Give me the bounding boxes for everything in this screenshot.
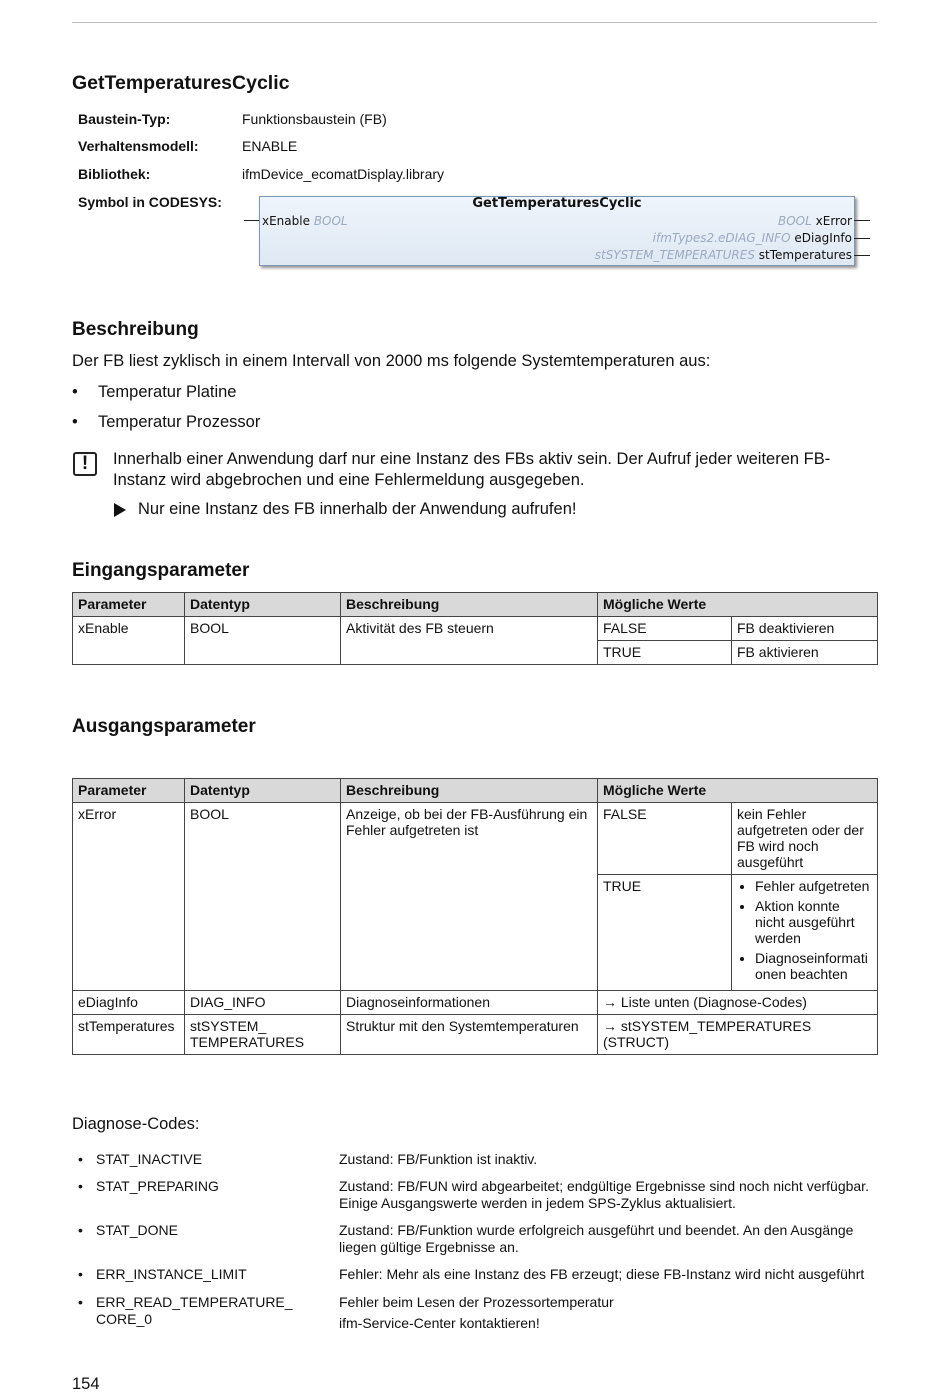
warning-text: Innerhalb einer Anwendung darf nur eine Instanz des FBs aktiv sein. Der Aufruf jeder weiteren FB-Instanz wird abgebrochen und eine Fehlermeldung ausgegeben. <box>113 450 831 489</box>
cell-type <box>185 1015 341 1055</box>
diag-text: Zustand: FB/Funktion ist inaktiv. <box>339 1151 538 1167</box>
list-item: • Aktion konnte nicht ausgeführt werden <box>755 898 872 946</box>
cell-desc: Diagnoseinformationen <box>341 991 598 1015</box>
bullet-dot: • <box>72 413 78 431</box>
table-header: Parameter <box>73 779 185 803</box>
description-intro: Der FB liest zyklisch in einem Intervall von 2000 ms folgende Systemtemperaturen aus: <box>72 352 711 370</box>
meta-value-model: ENABLE <box>242 138 298 154</box>
description-bullet: Temperatur Platine <box>98 383 237 401</box>
table-row <box>73 1015 878 1055</box>
codesys-symbol <box>259 196 855 266</box>
section-heading-inputs: Eingangsparameter <box>72 560 250 581</box>
symbol-output-name: xError <box>815 214 852 228</box>
table-row <box>73 803 878 875</box>
diag-code <box>96 1294 293 1327</box>
output-pin-line <box>854 220 870 221</box>
table-header: Datentyp <box>185 779 341 803</box>
cell-type: BOOL <box>185 803 341 991</box>
cell-value-line: → stSYSTEM_TEMPERATURES <box>603 1018 812 1034</box>
meta-key-model: Verhaltensmodell: <box>78 138 199 154</box>
cell-value-line: (STRUCT) <box>603 1034 670 1050</box>
cell-value-desc: FB aktivieren <box>732 641 878 665</box>
cell-param: stTemperatures <box>73 1015 185 1055</box>
table-row <box>73 617 878 641</box>
diag-heading: Diagnose-Codes: <box>72 1115 200 1133</box>
section-heading-outputs: Ausgangsparameter <box>72 716 256 737</box>
meta-value-type: Funktionsbaustein (FB) <box>242 111 387 127</box>
symbol-output-type: ifmTypes2.eDIAG_INFO <box>652 231 791 245</box>
table-row <box>73 991 878 1015</box>
table-header-row <box>73 779 878 803</box>
diag-code: STAT_DONE <box>96 1222 178 1238</box>
warning-icon: ! <box>73 452 97 476</box>
bullet-dot: • <box>78 1151 83 1167</box>
symbol-output-name: stTemperatures <box>758 248 852 262</box>
diag-text: Fehler beim Lesen der Prozessortemperatur <box>339 1294 614 1310</box>
cell-type: DIAG_INFO <box>185 991 341 1015</box>
symbol-output-sttemperatures <box>595 248 852 262</box>
section-heading-description: Beschreibung <box>72 319 199 340</box>
symbol-output-type: BOOL <box>778 214 812 228</box>
cell-desc: Struktur mit den Systemtemperaturen <box>341 1015 598 1055</box>
description-bullet: Temperatur Prozessor <box>98 413 261 431</box>
diag-code: ERR_INSTANCE_LIMIT <box>96 1266 247 1282</box>
bullet-dot: • <box>72 383 78 401</box>
table-header: Mögliche Werte <box>598 779 878 803</box>
symbol-output-type: stSYSTEM_TEMPERATURES <box>594 248 755 262</box>
cell-value: TRUE <box>598 875 732 991</box>
diag-text: Fehler: Mehr als eine Instanz des FB erzeugt; diese FB-Instanz wird nicht ausgeführt <box>339 1266 865 1282</box>
cell-type-line: TEMPERATURES <box>190 1034 305 1050</box>
bullet-dot: • <box>78 1294 83 1310</box>
page-number: 154 <box>72 1375 100 1393</box>
bullet-dot: • <box>78 1222 83 1238</box>
cell-desc: Anzeige, ob bei der FB-Ausführung ein Fehler aufgetreten ist <box>341 803 598 991</box>
page-title: GetTemperaturesCyclic <box>72 72 290 94</box>
action-text: Nur eine Instanz des FB innerhalb der Anwendung aufrufen! <box>138 500 577 518</box>
diag-text: Zustand: FB/FUN wird abgearbeitet; endgültige Ergebnisse sind noch nicht verfügbar. Einige Ausgangswerte werden in jedem SPS-Zyklus aktualisiert. <box>339 1178 869 1211</box>
cell-value-desc: FB deaktivieren <box>732 617 878 641</box>
diag-text: Zustand: FB/Funktion wurde erfolgreich ausgeführt und beendet. An den Ausgänge liegen gültige Ergebnisse an. <box>339 1222 854 1255</box>
meta-key-symbol: Symbol in CODESYS: <box>78 194 222 210</box>
diag-code: STAT_INACTIVE <box>96 1151 203 1167</box>
output-parameter-table <box>72 778 878 1055</box>
input-parameter-table <box>72 592 878 665</box>
diag-code-line: CORE_0 <box>96 1310 153 1327</box>
cell-value-desc <box>732 875 878 991</box>
symbol-output-name: eDiagInfo <box>794 231 852 245</box>
meta-key-library: Bibliothek: <box>78 166 151 182</box>
symbol-input-name: xEnable <box>262 214 310 228</box>
symbol-output-ediaginfo <box>653 231 852 245</box>
cell-value: TRUE <box>598 641 732 665</box>
header-rule <box>72 22 877 23</box>
table-header: Datentyp <box>185 593 341 617</box>
symbol-title: GetTemperaturesCyclic <box>472 196 642 211</box>
meta-key-type: Baustein-Typ: <box>78 111 171 127</box>
symbol-output-xerror <box>778 214 852 228</box>
input-pin-line <box>244 220 260 221</box>
cell-value <box>598 1015 878 1055</box>
list-item: • Diagnoseinformati onen beachten <box>755 950 872 982</box>
cell-param: eDiagInfo <box>73 991 185 1015</box>
table-header: Beschreibung <box>341 593 598 617</box>
play-arrow-icon <box>114 503 126 517</box>
cell-type-line: stSYSTEM_ <box>190 1018 267 1034</box>
diag-text-secondary: ifm-Service-Center kontaktieren! <box>339 1315 540 1331</box>
table-header: Mögliche Werte <box>598 593 878 617</box>
symbol-input-type: BOOL <box>313 214 348 228</box>
cell-param: xEnable <box>73 617 185 665</box>
list-item: • Fehler aufgetreten <box>755 878 872 894</box>
cell-type: BOOL <box>185 617 341 665</box>
table-header: Beschreibung <box>341 779 598 803</box>
diag-code: STAT_PREPARING <box>96 1178 219 1194</box>
meta-value-library: ifmDevice_ecomatDisplay.library <box>242 166 445 182</box>
cell-param: xError <box>73 803 185 991</box>
bullet-dot: • <box>78 1178 83 1194</box>
cell-desc: Aktivität des FB steuern <box>341 617 598 665</box>
cell-value: FALSE <box>598 803 732 875</box>
bullet-dot: • <box>78 1266 83 1282</box>
table-header-row <box>73 593 878 617</box>
diag-code-line: ERR_READ_TEMPERATURE_ <box>96 1294 293 1310</box>
output-pin-line <box>854 255 870 256</box>
cell-value: FALSE <box>598 617 732 641</box>
table-header: Parameter <box>73 593 185 617</box>
cell-value: → Liste unten (Diagnose-Codes) <box>598 991 878 1015</box>
output-pin-line <box>854 238 870 239</box>
cell-value-desc: kein Fehler aufgetreten oder der FB wird noch ausgeführt <box>732 803 878 875</box>
symbol-input <box>262 214 348 228</box>
